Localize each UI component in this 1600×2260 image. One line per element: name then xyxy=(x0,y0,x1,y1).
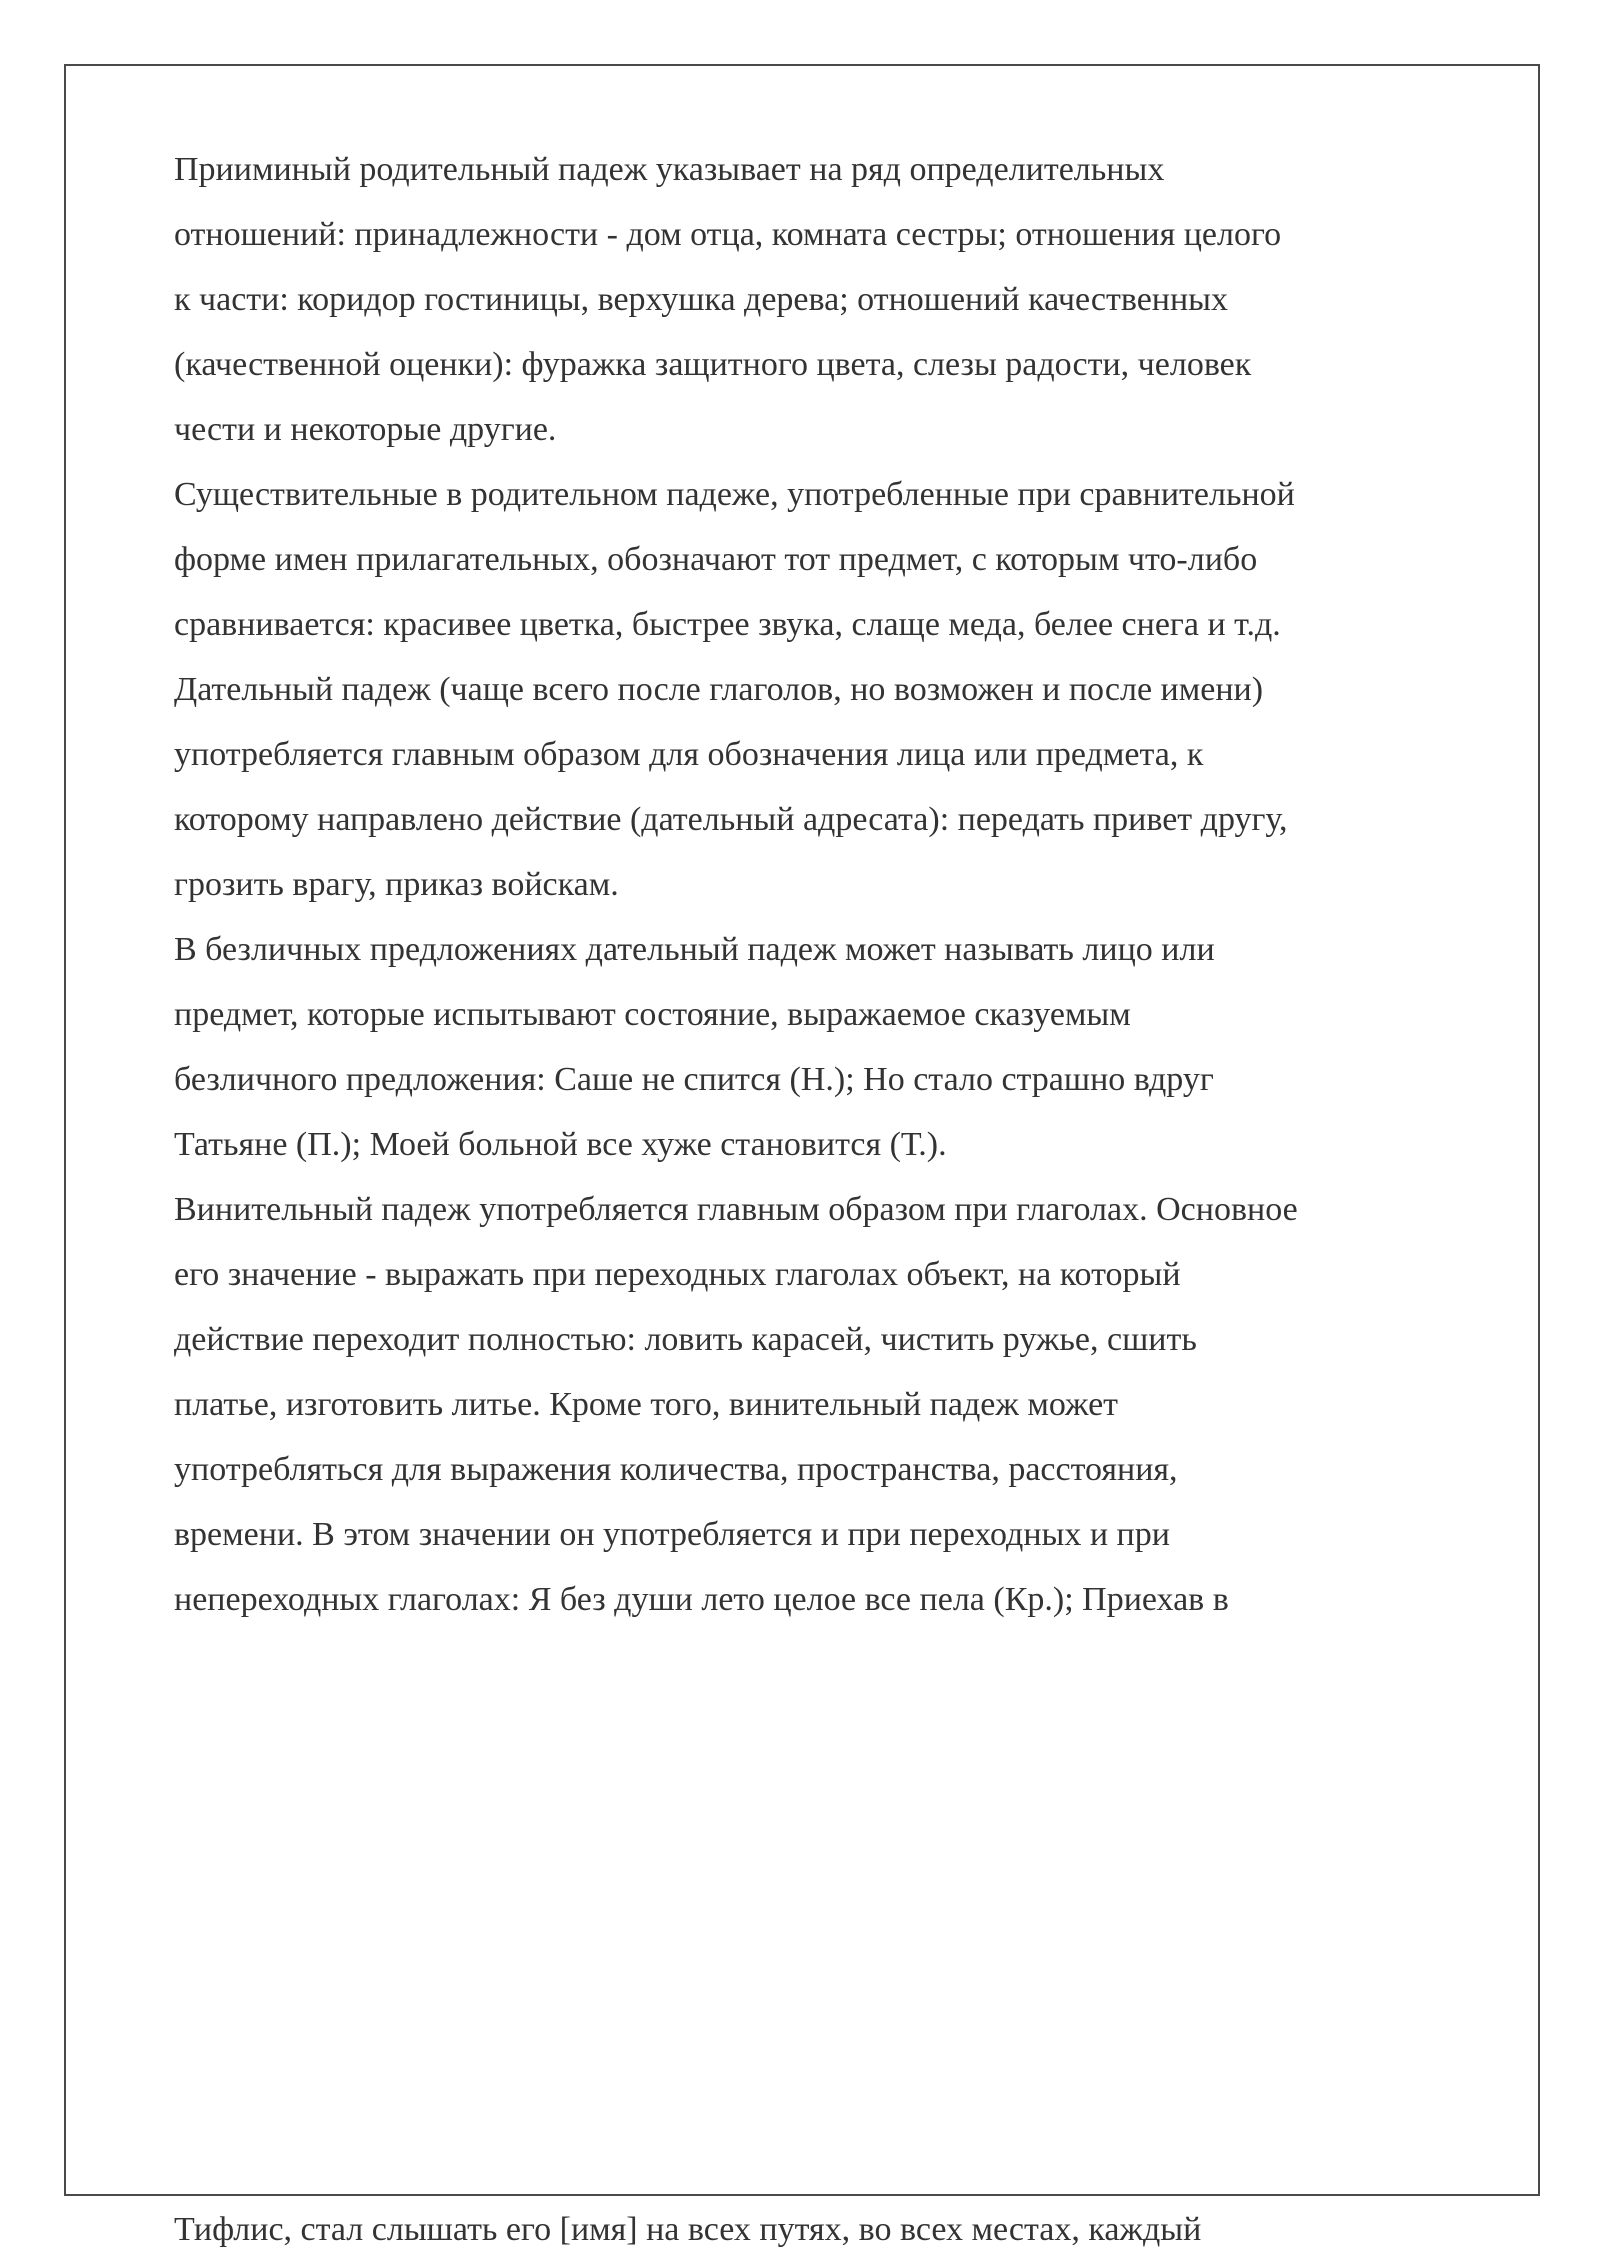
text-line: безличного предложения: Саше не спится (Н.); Но стало страшно вдруг xyxy=(174,1061,1214,1098)
text-line: непереходных глаголах: Я без души лето целое все пела (Кр.); Приехав в xyxy=(174,1581,1229,1618)
text-line: Дательный падеж (чаще всего после глаголов, но возможен и после имени) xyxy=(174,671,1264,708)
text-line: чести и некоторые другие. xyxy=(174,411,557,448)
text-line: (качественной оценки): фуражка защитного цвета, слезы радости, человек xyxy=(174,346,1252,383)
text-line: употребляется главным образом для обозначения лица или предмета, к xyxy=(174,736,1204,773)
text-line: которому направлено действие (дательный адресата): передать привет другу, xyxy=(174,801,1288,838)
text-line: его значение - выражать при переходных глаголах объект, на который xyxy=(174,1256,1181,1293)
text-line: Существительные в родительном падеже, употребленные при сравнительной xyxy=(174,476,1295,513)
text-line: сравнивается: красивее цветка, быстрее звука, слаще меда, белее снега и т.д. xyxy=(174,606,1281,643)
text-line: платье, изготовить литье. Кроме того, винительный падеж может xyxy=(174,1386,1119,1423)
text-line: В безличных предложениях дательный падеж может называть лицо или xyxy=(174,931,1215,968)
text-line: грозить врагу, приказ войскам. xyxy=(174,866,619,903)
text-line: Прииминый родительный падеж указывает на ряд определительных xyxy=(174,151,1165,188)
text-line: времени. В этом значении он употребляется и при переходных и при xyxy=(174,1516,1170,1553)
text-line: Винительный падеж употребляется главным образом при глаголах. Основное xyxy=(174,1191,1298,1228)
text-line: предмет, которые испытывают состояние, выражаемое сказуемым xyxy=(174,996,1131,1033)
text-line: отношений: принадлежности - дом отца, комната сестры; отношения целого xyxy=(174,216,1282,253)
text-line: форме имен прилагательных, обозначают тот предмет, с которым что-либо xyxy=(174,541,1258,578)
text-line: действие переходит полностью: ловить карасей, чистить ружье, сшить xyxy=(174,1321,1197,1358)
text-line: к части: коридор гостиницы, верхушка дерева; отношений качественных xyxy=(174,281,1229,318)
overflow-text-line: Тифлис, стал слышать его [имя] на всех путях, во всех местах, каждый xyxy=(174,2211,1202,2248)
text-line: Татьяне (П.); Моей больной все хуже становится (Т.). xyxy=(174,1126,947,1163)
document-body xyxy=(174,148,1436,1643)
text-line: употребляться для выражения количества, пространства, расстояния, xyxy=(174,1451,1178,1488)
